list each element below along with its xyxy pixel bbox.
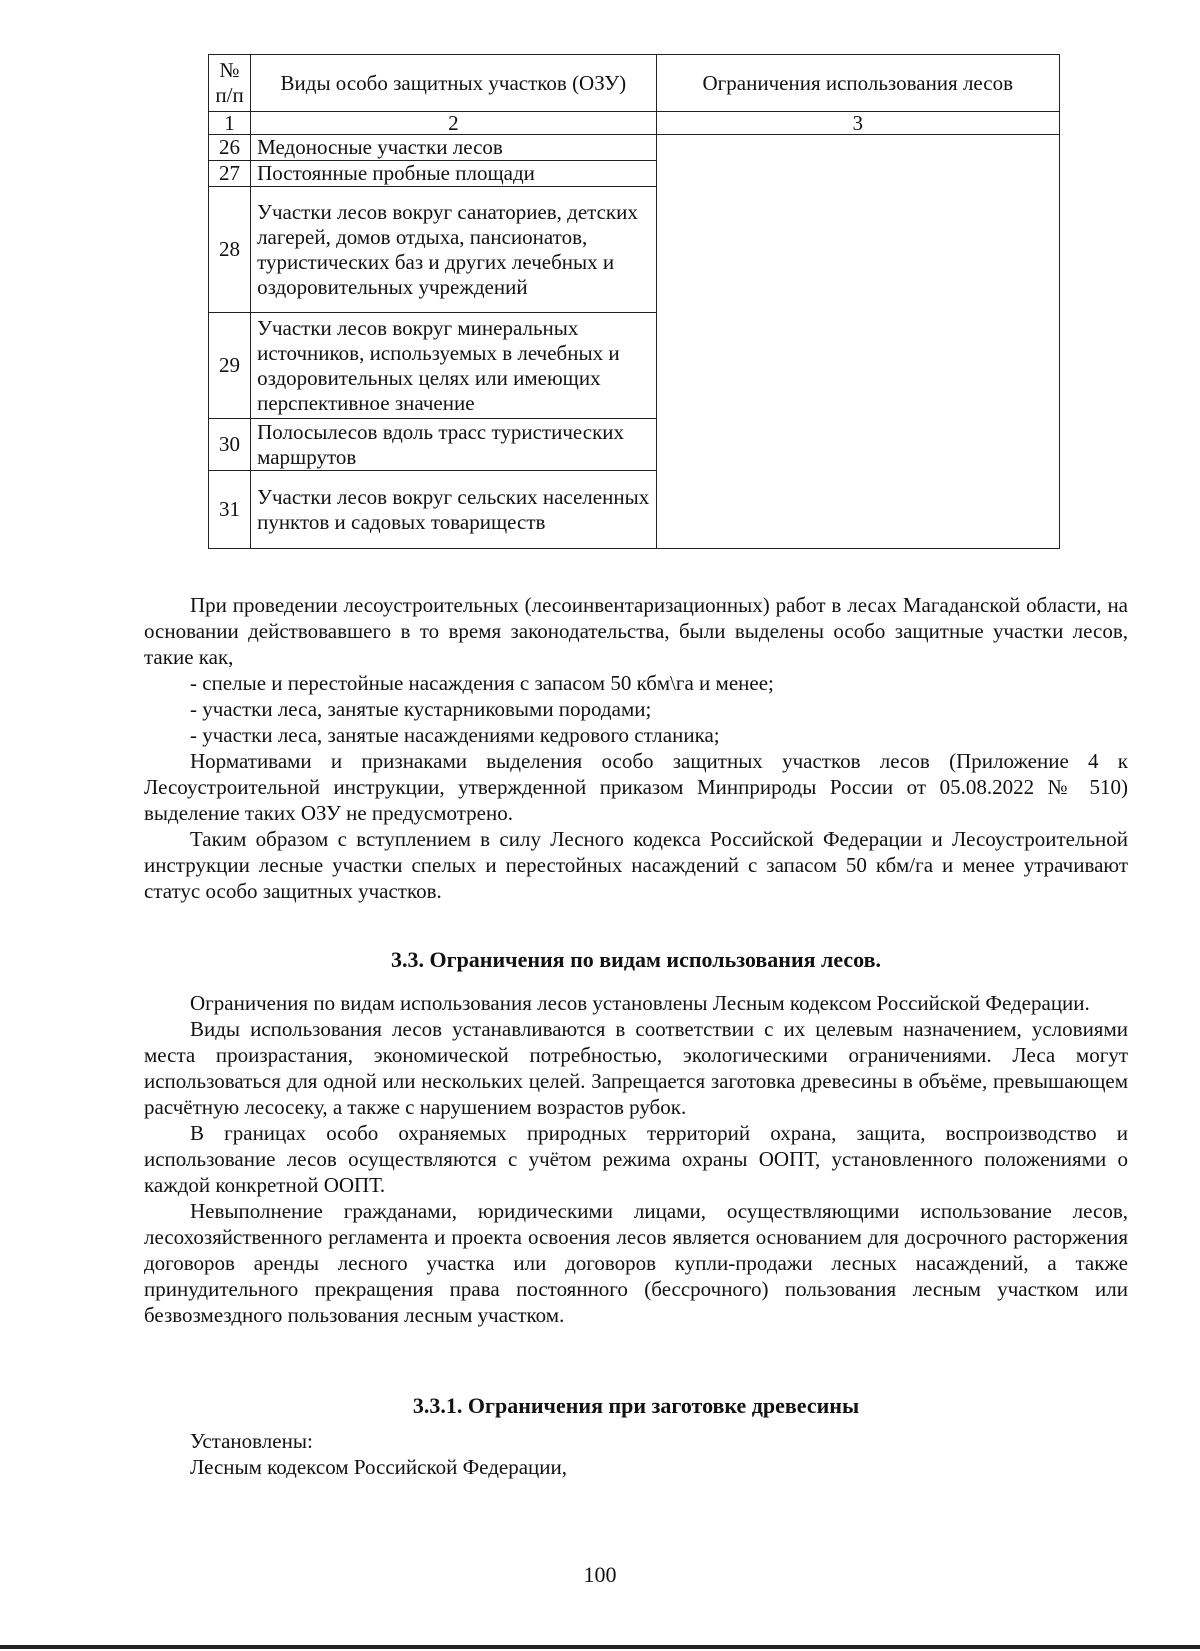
table-row (209, 135, 1060, 161)
paragraph: При проведении лесоустроительных (лесоинвентаризационных) работ в лесах Магаданской области, на основании действовавшего в то время законодательства, были выделены особо защитные участки лесов, такие как, (144, 593, 1128, 669)
paragraph: Ограничения по видам использования лесов установлены Лесным кодексом Российской Федерации. (190, 991, 1090, 1015)
list-item: - участки леса, занятые насаждениями кедрового стланика; (190, 723, 720, 747)
paragraph: Таким образом с вступлением в силу Лесного кодекса Российской Федерации и Лесоустроительной инструкции лесные участки спелых и перестойных насаждений с запасом 50 кбм/га и менее утрачивают статус особо защитных участков. (144, 827, 1128, 903)
row-ozu-type: Медоносные участки лесов (251, 135, 656, 161)
row-number: 29 (209, 313, 251, 419)
row-number: 31 (209, 471, 251, 549)
row-number: 27 (209, 161, 251, 187)
row-number: 26 (209, 135, 251, 161)
table-header-row (209, 55, 1060, 112)
header-ozu-types: Виды особо защитных участков (ОЗУ) (251, 55, 656, 112)
row-ozu-type: Участки лесов вокруг санаториев, детских лагерей, домов отдыха, пансионатов, туристических баз и других лечебных и оздоровительных учреждений (251, 187, 656, 313)
paragraph-block-harvest (144, 1428, 1128, 1480)
paragraph: Невыполнение гражданами, юридическими лицами, осуществляющими использование лесов, лесохозяйственного регламента и проекта освоения лесов является основанием для досрочного расторжения договоров аренды лесного участка или договоров купли-продажи лесных насаждений, а также принудительного прекращения права постоянного (бессрочного) пользования лесным участком или безвозмездного пользования лесным участком. (144, 1199, 1128, 1327)
row-ozu-type: Участки лесов вокруг сельских населенных пунктов и садовых товариществ (251, 471, 656, 549)
paragraph-block-usage (144, 990, 1128, 1328)
ozu-table (208, 54, 1060, 549)
scan-edge-divider (0, 1645, 1200, 1649)
column-number-row (209, 112, 1060, 135)
restrictions-cell (656, 135, 1059, 549)
paragraph: В границах особо охраняемых природных территорий охрана, защита, воспроизводство и использование лесов осуществляются с учётом режима охраны ООПТ, установленного положениями о каждой конкретной ООПТ. (144, 1121, 1128, 1197)
section-heading-3-3: 3.3. Ограничения по видам использования лесов. (390, 947, 882, 972)
row-ozu-type: Постоянные пробные площади (251, 161, 656, 187)
header-number: № п/п (209, 55, 251, 112)
paragraph-block-ozu (144, 592, 1128, 904)
row-number: 30 (209, 419, 251, 471)
list-item: - участки леса, занятые кустарниковыми породами; (190, 697, 652, 721)
row-ozu-type: Участки лесов вокруг минеральных источников, используемых в лечебных и оздоровительных целях или имеющих перспективное значение (251, 313, 656, 419)
paragraph: Виды использования лесов устанавливаются в соответствии с их целевым назначением, условиями места произрастания, экономической потребностью, экологическими ограничениями. Леса могут использоваться для одной или нескольких целей. Запрещается заготовка древесины в объёме, превышающем расчётную лесосеку, а также с нарушением возрастов рубок. (144, 1017, 1128, 1119)
paragraph: Нормативами и признаками выделения особо защитных участков лесов (Приложение 4 к Лесоустроительной инструкции, утвержденной приказом Минприроды России от 05.08.2022 № 510) выделение таких ОЗУ не предусмотрено. (144, 749, 1128, 825)
row-ozu-type: Полосылесов вдоль трасс туристических маршрутов (251, 419, 656, 471)
list-item: - спелые и перестойные насаждения с запасом 50 кбм\га и менее; (190, 671, 774, 695)
section-heading-3-3-1: 3.3.1. Ограничения при заготовке древесины (412, 1393, 860, 1418)
paragraph: Установлены: (190, 1429, 313, 1453)
page-number: 100 (583, 1562, 617, 1587)
column-number: 2 (251, 112, 656, 135)
column-number: 3 (656, 112, 1059, 135)
row-number: 28 (209, 187, 251, 313)
column-number: 1 (209, 112, 251, 135)
paragraph: Лесным кодексом Российской Федерации, (190, 1455, 567, 1479)
header-restrictions: Ограничения использования лесов (656, 55, 1059, 112)
